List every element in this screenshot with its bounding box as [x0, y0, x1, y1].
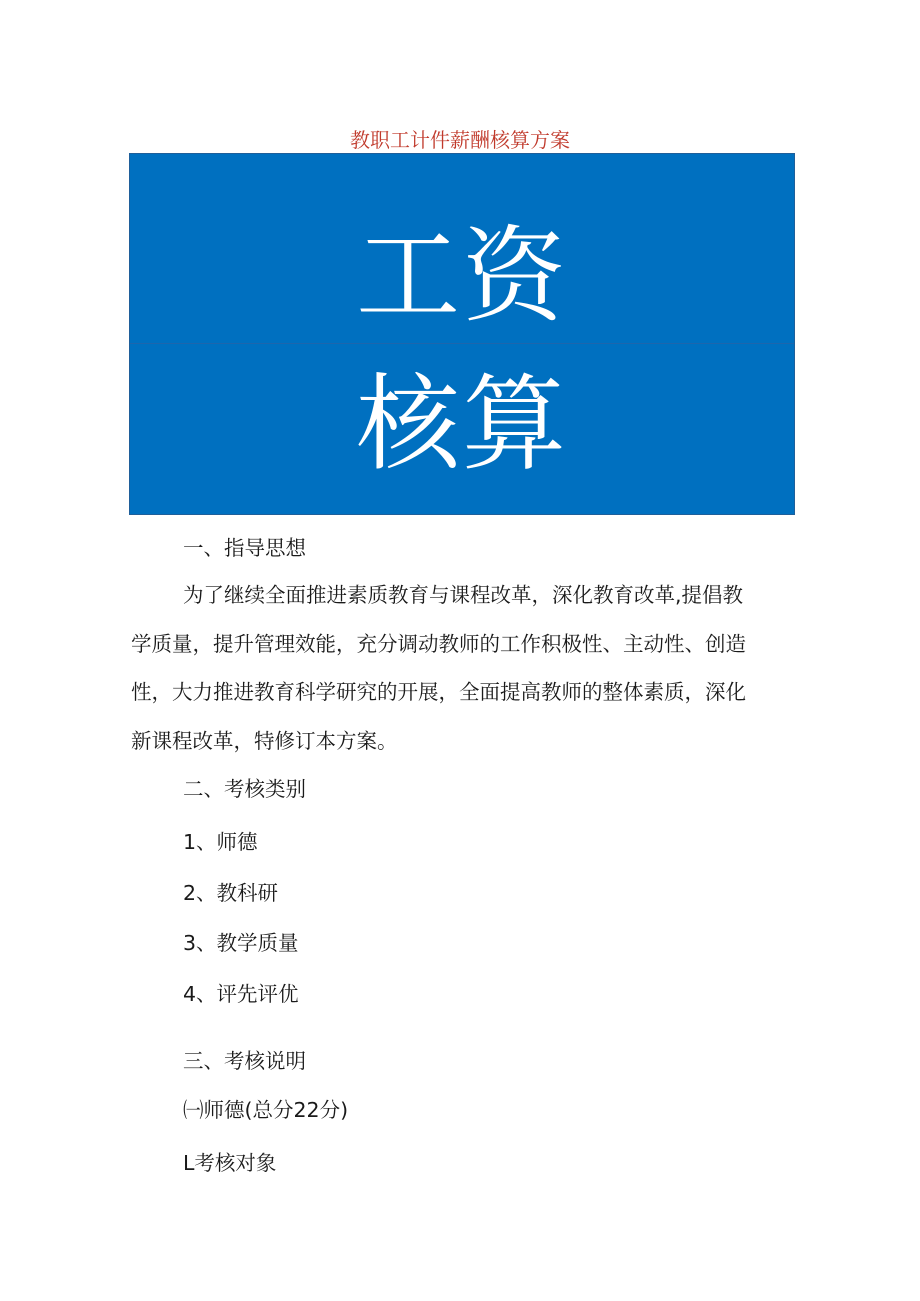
category-item: 1、师德: [183, 830, 258, 854]
subsection-item-target: L考核对象: [183, 1151, 277, 1175]
section-heading-guiding-idea: 一、指导思想: [183, 536, 306, 560]
category-item: 2、教科研: [183, 881, 279, 905]
category-item: 3、教学质量: [183, 931, 299, 955]
title-banner: [129, 153, 795, 515]
banner-line-2: 核算: [355, 363, 568, 485]
subsection-heading-ethics: ㈠师德(总分22分): [183, 1098, 349, 1122]
paragraph-line: 学质量，提升管理效能，充分调动教师的工作积极性、主动性、创造: [131, 631, 746, 656]
paragraph-line: 性，大力推进教育科学研究的开展，全面提高教师的整体素质，深化: [131, 680, 746, 704]
paragraph-line: 为了继续全面推进素质教育与课程改革，深化教育改革,提倡教: [183, 583, 744, 607]
banner-line-1: 工资: [355, 215, 568, 337]
section-heading-categories: 二、考核类别: [183, 777, 306, 801]
section-heading-explanation: 三、考核说明: [183, 1049, 306, 1073]
category-item: 4、评先评优: [183, 982, 299, 1006]
banner-divider: [130, 343, 794, 344]
section1-paragraph: [131, 571, 791, 765]
paragraph-line: 新课程改革，特修订本方案。: [131, 728, 398, 753]
document-title: 教职工计件薪酬核算方案: [350, 128, 570, 152]
